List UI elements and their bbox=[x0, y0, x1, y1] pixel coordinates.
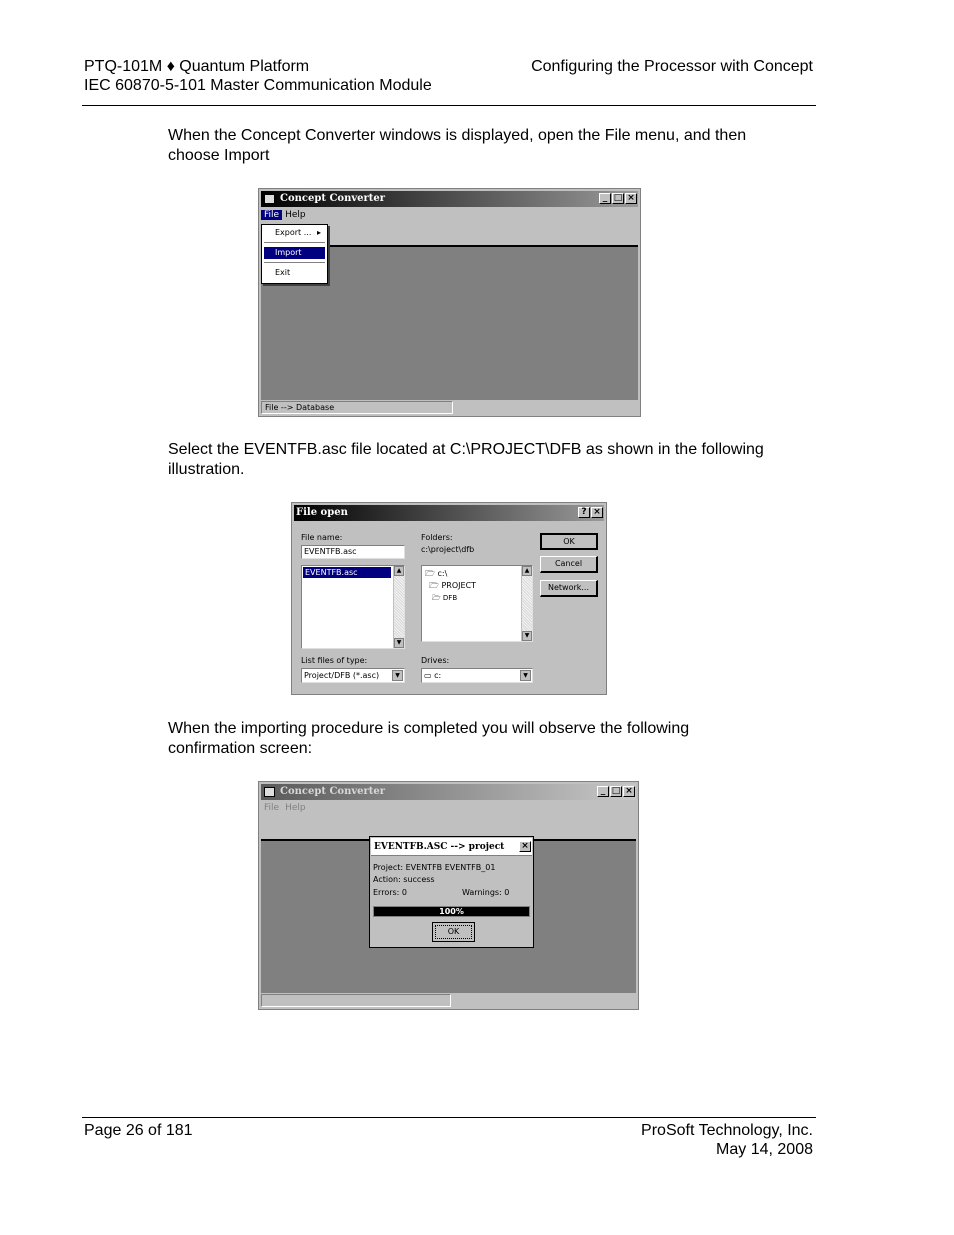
folder-tree-scrollbar[interactable] bbox=[521, 566, 532, 641]
minimize-button[interactable]: _ bbox=[597, 786, 609, 797]
folder-open-icon: 🗁 bbox=[429, 581, 439, 590]
minimize-button[interactable]: _ bbox=[599, 193, 611, 204]
warnings-line: Warnings: 0 bbox=[462, 888, 510, 897]
app-icon bbox=[264, 194, 275, 204]
menu-item-import[interactable]: Import bbox=[264, 247, 325, 259]
chevron-down-icon[interactable]: ▼ bbox=[392, 670, 403, 681]
network-button[interactable]: Network... bbox=[540, 580, 598, 597]
file-list-scrollbar[interactable] bbox=[393, 566, 404, 648]
progress-text: 100% bbox=[439, 907, 464, 916]
app-icon bbox=[264, 787, 275, 797]
menu-item-exit[interactable]: Exit bbox=[275, 268, 291, 277]
header-rule bbox=[82, 105, 816, 106]
list-type-select[interactable]: Project/DFB (*.asc) ▼ bbox=[301, 668, 405, 683]
dialog-title-bar bbox=[371, 838, 532, 856]
footer-rule bbox=[82, 1117, 816, 1118]
file-dropdown-menu bbox=[261, 224, 328, 284]
menu-bar bbox=[261, 801, 636, 815]
close-button[interactable]: × bbox=[591, 507, 603, 518]
errors-line: Errors: 0 bbox=[373, 888, 407, 897]
folder-open-icon: 🗁 bbox=[425, 569, 435, 578]
menu-file[interactable]: File bbox=[261, 210, 282, 220]
title-bar bbox=[261, 784, 636, 800]
menu-separator bbox=[264, 262, 325, 263]
status-bar: File --> Database bbox=[261, 401, 453, 414]
cancel-button[interactable]: Cancel bbox=[540, 556, 598, 573]
folder-open-icon: 🗁 bbox=[432, 594, 441, 602]
file-name-input[interactable]: EVENTFB.asc bbox=[301, 545, 405, 559]
list-type-label: List files of type: bbox=[301, 656, 368, 665]
window-title: Concept Converter bbox=[280, 193, 386, 204]
header-module-title: IEC 60870-5-101 Master Communication Module bbox=[84, 77, 432, 94]
close-button[interactable]: × bbox=[519, 841, 531, 852]
footer-date: May 14, 2008 bbox=[716, 1141, 813, 1158]
folders-path: c:\project\dfb bbox=[421, 545, 475, 554]
status-bar bbox=[261, 994, 451, 1007]
import-result-dialog bbox=[369, 836, 534, 948]
drives-select[interactable]: ▭ c: ▼ bbox=[421, 668, 533, 683]
maximize-button[interactable]: □ bbox=[613, 193, 623, 203]
folder-item-root[interactable]: 🗁 c:\ bbox=[425, 569, 448, 578]
menu-separator bbox=[264, 242, 325, 243]
scroll-up-arrow[interactable]: ▲ bbox=[522, 566, 532, 576]
file-name-label: File name: bbox=[301, 533, 343, 542]
folder-tree[interactable] bbox=[421, 565, 533, 642]
window-title: Concept Converter bbox=[280, 786, 386, 797]
file-open-dialog bbox=[291, 502, 607, 695]
instruction-paragraph-3: When the importing procedure is completed you will observe the following confirmation screen: bbox=[168, 720, 690, 757]
menu-file[interactable]: File bbox=[264, 803, 280, 813]
header-product-title: PTQ-101M ♦ Quantum Platform bbox=[84, 58, 310, 75]
dialog-title: File open bbox=[296, 507, 348, 518]
dialog-title: EVENTFB.ASC --> project bbox=[374, 842, 505, 852]
close-button[interactable]: × bbox=[623, 786, 635, 797]
chevron-down-icon[interactable]: ▼ bbox=[520, 670, 531, 681]
concept-converter-window-2 bbox=[258, 781, 639, 1010]
menu-help[interactable]: Help bbox=[285, 210, 306, 220]
footer-company: ProSoft Technology, Inc. bbox=[641, 1122, 813, 1139]
title-bar bbox=[261, 191, 638, 207]
menu-help[interactable]: Help bbox=[285, 803, 306, 813]
ok-button[interactable]: OK bbox=[540, 533, 598, 550]
drive-icon: ▭ bbox=[424, 671, 432, 680]
footer-page-number: Page 26 of 181 bbox=[84, 1122, 193, 1139]
folders-label: Folders: bbox=[421, 533, 453, 542]
dialog-title-bar bbox=[294, 505, 604, 521]
progress-bar bbox=[373, 906, 530, 917]
scroll-up-arrow[interactable]: ▲ bbox=[394, 566, 404, 576]
drives-label: Drives: bbox=[421, 656, 450, 665]
file-list-item[interactable]: EVENTFB.asc bbox=[303, 567, 391, 578]
menu-bar bbox=[261, 208, 638, 222]
help-button[interactable]: ? bbox=[578, 507, 590, 518]
concept-converter-window bbox=[258, 188, 641, 417]
header-section-title: Configuring the Processor with Concept bbox=[531, 58, 813, 75]
scroll-down-arrow[interactable]: ▼ bbox=[522, 631, 532, 641]
maximize-button[interactable]: □ bbox=[611, 786, 621, 796]
menu-item-export[interactable]: Export ... ▸ bbox=[275, 228, 321, 237]
file-list[interactable] bbox=[301, 565, 405, 649]
ok-button[interactable]: OK bbox=[432, 922, 475, 942]
scroll-down-arrow[interactable]: ▼ bbox=[394, 638, 404, 648]
folder-item-dfb[interactable]: 🗁 DFB bbox=[432, 594, 458, 602]
folder-item-project[interactable]: 🗁 PROJECT bbox=[429, 581, 477, 590]
close-button[interactable]: × bbox=[625, 193, 637, 204]
instruction-paragraph-2: Select the EVENTFB.asc file located at C:\PROJECT\DFB as shown in the following illustration. bbox=[168, 441, 764, 478]
action-line: Action: success bbox=[373, 875, 435, 884]
project-line: Project: EVENTFB EVENTFB_01 bbox=[373, 863, 496, 872]
instruction-paragraph-1: When the Concept Converter windows is displayed, open the File menu, and then choose Import bbox=[168, 127, 747, 164]
